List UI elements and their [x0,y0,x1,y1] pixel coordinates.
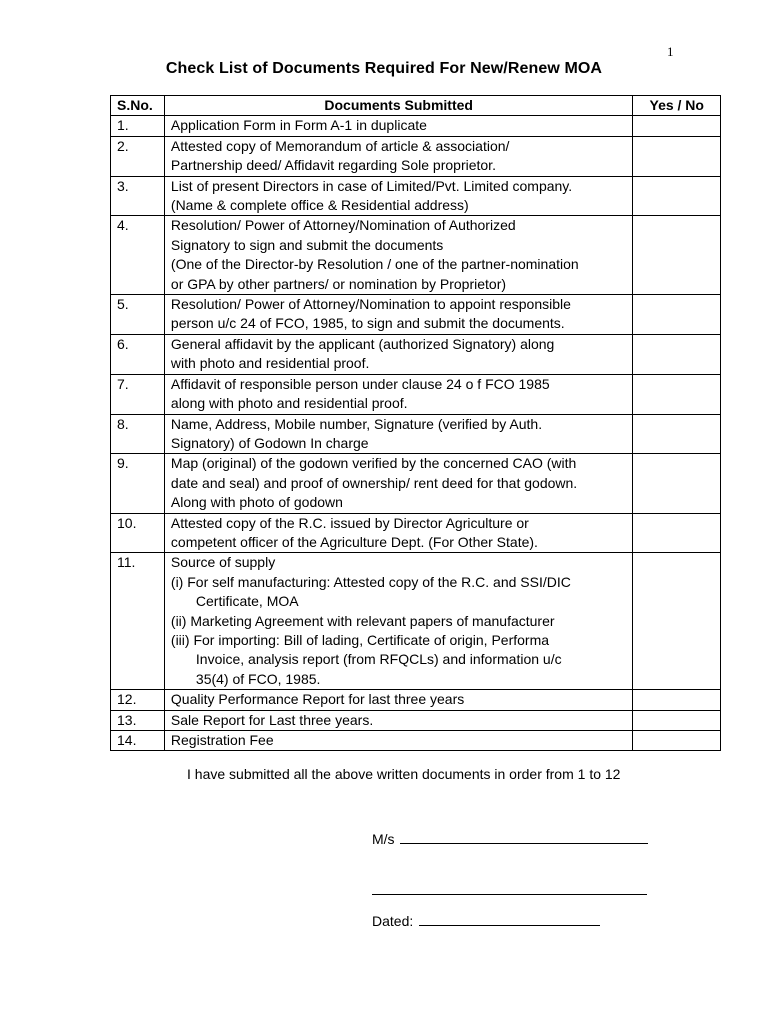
yes-no-cell[interactable] [633,116,721,136]
document-line: with photo and residential proof. [170,355,370,372]
ms-label: M/s [372,831,395,847]
declaration-text: I have submitted all the above written documents in order from 1 to 12 [187,766,621,782]
row-document [164,710,633,730]
table-row [111,176,721,216]
yes-no-cell[interactable] [633,553,721,690]
row-sno: 3. [111,176,165,216]
row-sno: 9. [111,454,165,513]
document-line: General affidavit by the applicant (authorized Signatory) along [170,335,555,352]
document-line: Sale Report for Last three years. [170,711,374,728]
yes-no-cell[interactable] [633,176,721,216]
table-header-row [111,96,721,116]
document-line: Registration Fee [170,732,274,748]
row-document [164,334,633,374]
row-sno: 2. [111,136,165,176]
table-row [111,690,721,710]
ms-name-blank[interactable] [400,831,648,844]
table-row [111,374,721,414]
row-sno: 7. [111,374,165,414]
document-line: competent officer of the Agriculture Dept. (For Other State). [170,533,538,550]
yes-no-cell[interactable] [633,513,721,553]
document-line: List of present Directors in case of Limited/Pvt. Limited company. [170,177,573,194]
row-document [164,295,633,335]
row-sno: 10. [111,513,165,553]
row-document [164,690,633,710]
source-sub-item-continuation: Invoice, analysis report (from RFQCLs) and information u/c [195,651,562,668]
document-line: Affidavit of responsible person under clause 24 o f FCO 1985 [170,375,550,392]
row-sno: 4. [111,216,165,295]
row-document [164,216,633,295]
source-sub-item: (iii) For importing: Bill of lading, Certificate of origin, Performa [170,631,550,648]
table-row [111,513,721,553]
row-document [164,374,633,414]
yes-no-cell[interactable] [633,710,721,730]
document-line: Resolution/ Power of Attorney/Nomination to appoint responsible [170,296,571,313]
row-sno: 1. [111,116,165,136]
yes-no-cell[interactable] [633,295,721,335]
table-row [111,710,721,730]
yes-no-cell[interactable] [633,454,721,513]
document-line: (One of the Director-by Resolution / one of the partner-nomination [170,256,579,273]
header-documents-submitted: Documents Submitted [164,96,633,116]
row-document [164,454,633,513]
table-row [111,295,721,335]
row-document [164,414,633,454]
document-line: Signatory) of Godown In charge [170,434,369,451]
table-row [111,731,721,751]
dated-line [372,913,600,929]
table-row [111,216,721,295]
document-line: Map (original) of the godown verified by the concerned CAO (with [170,455,577,472]
row-document [164,513,633,553]
table-row [111,334,721,374]
documents-checklist-table [110,95,721,751]
document-line: Signatory to sign and submit the documents [170,236,444,253]
table-row [111,116,721,136]
row-sno: 6. [111,334,165,374]
page-number: 1 [667,44,674,59]
table-row [111,414,721,454]
dated-label: Dated: [372,913,414,929]
row-sno: 12. [111,690,165,710]
row-document [164,553,633,690]
signature-blank[interactable] [372,882,647,895]
yes-no-cell[interactable] [633,374,721,414]
table-row [111,454,721,513]
header-yes-no: Yes / No [633,96,721,116]
source-sub-item-continuation: 35(4) of FCO, 1985. [195,670,321,687]
document-line: Source of supply [170,554,276,571]
ms-signature-line [372,831,648,847]
source-sub-item: (i) For self manufacturing: Attested copy of the R.C. and SSI/DIC [170,573,571,590]
row-sno: 8. [111,414,165,454]
row-sno: 13. [111,710,165,730]
document-line: Partnership deed/ Affidavit regarding Sole proprietor. [170,157,496,174]
document-line: Resolution/ Power of Attorney/Nomination of Authorized [170,217,516,234]
document-line: Application Form in Form A-1 in duplicate [170,117,427,134]
document-line: person u/c 24 of FCO, 1985, to sign and submit the documents. [170,315,565,332]
document-line: along with photo and residential proof. [170,395,408,412]
row-sno: 11. [111,553,165,690]
document-line: date and seal) and proof of ownership/ rent deed for that godown. [170,474,578,491]
page-title: Check List of Documents Required For New/Renew MOA [165,60,603,77]
yes-no-cell[interactable] [633,334,721,374]
row-document [164,116,633,136]
yes-no-cell[interactable] [633,731,721,751]
document-line: Name, Address, Mobile number, Signature (verified by Auth. [170,415,543,432]
document-line: Attested copy of Memorandum of article & association/ [170,137,510,154]
document-line: Attested copy of the R.C. issued by Director Agriculture or [170,514,529,531]
yes-no-cell[interactable] [633,690,721,710]
table-row [111,136,721,176]
date-blank[interactable] [419,913,600,926]
row-document [164,136,633,176]
row-sno: 5. [111,295,165,335]
document-line: (Name & complete office & Residential address) [170,197,469,214]
yes-no-cell[interactable] [633,414,721,454]
document-line: or GPA by other partners/ or nomination by Proprietor) [170,275,507,292]
yes-no-cell[interactable] [633,136,721,176]
document-line: Quality Performance Report for last three years [170,691,465,708]
source-sub-item-continuation: Certificate, MOA [195,593,299,610]
row-document [164,176,633,216]
source-sub-item: (ii) Marketing Agreement with relevant papers of manufacturer [170,612,555,629]
header-sno: S.No. [111,96,165,116]
row-document [164,731,633,751]
signature-line [372,882,647,898]
table-row [111,553,721,690]
document-line: Along with photo of godown [170,494,343,511]
row-sno: 14. [111,731,165,751]
yes-no-cell[interactable] [633,216,721,295]
